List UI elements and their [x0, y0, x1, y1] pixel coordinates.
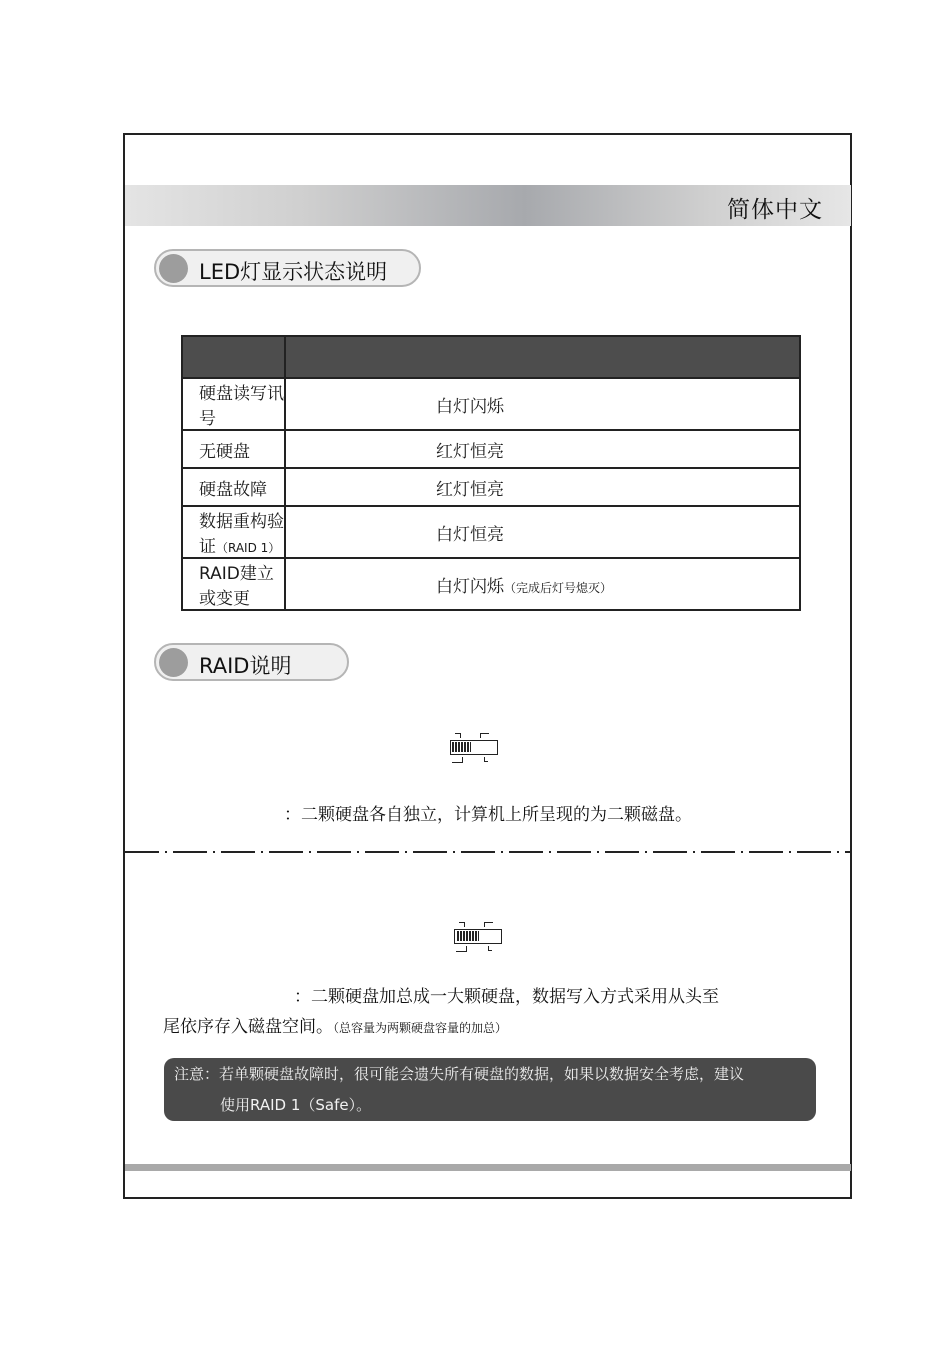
light-cell: 白灯闪烁: [436, 576, 504, 597]
table-header-cell: [182, 336, 285, 378]
bullet-dot-icon: [159, 254, 188, 283]
raid-switch-right-icon: [454, 922, 504, 954]
raid-mode2-description-line2: 尾依序存入磁盘空间。（总容量为两颗硬盘容量的加总）: [163, 1017, 508, 1037]
bullet-dot-icon: [159, 648, 188, 677]
warning-line2: 使用RAID 1（Safe）。: [220, 1096, 372, 1114]
state-cell: 硬盘故障: [199, 479, 267, 500]
bottom-rule: [125, 1164, 851, 1171]
warning-box: [164, 1058, 816, 1121]
light-cell: 红灯恒亮: [436, 441, 504, 462]
warning-line1: 注意：若单颗硬盘故障时，很可能会遗失所有硬盘的数据，如果以数据安全考虑，建议: [174, 1065, 745, 1083]
state-note: （RAID 1）: [216, 541, 281, 555]
state-cell: RAID建立或变更: [199, 564, 274, 609]
light-note: （完成后灯号熄灭）: [504, 580, 613, 595]
raid-mode1-description: ：二颗硬盘各自独立，计算机上所呈现的为二颗磁盘。: [284, 805, 692, 825]
light-cell: 白灯闪烁: [436, 396, 504, 417]
light-cell: 红灯恒亮: [436, 479, 504, 500]
light-cell: 白灯恒亮: [436, 524, 504, 545]
table-header-row: [182, 336, 800, 378]
raid-section-heading: [154, 643, 349, 681]
table-header-cell: [285, 336, 800, 378]
raid-section-title: RAID说明: [199, 654, 292, 678]
state-cell: 无硬盘: [199, 441, 250, 462]
led-status-table: [181, 335, 801, 611]
state-cell: 硬盘读写讯号: [199, 384, 284, 429]
table-row: [182, 378, 800, 430]
table-row: [182, 506, 800, 558]
table-row: [182, 558, 800, 610]
led-section-heading: [154, 249, 421, 287]
table-row: [182, 430, 800, 468]
raid-switch-left-icon: [450, 733, 500, 765]
language-banner: [125, 185, 851, 226]
section-divider: [125, 851, 851, 853]
led-section-title: LED灯显示状态说明: [199, 260, 388, 284]
language-label: 简体中文: [727, 197, 823, 223]
table-row: [182, 468, 800, 506]
state-cell: 数据重构验证: [199, 512, 284, 557]
capacity-note: （总容量为两颗硬盘容量的加总）: [333, 1021, 508, 1035]
raid-mode2-description-line1: ：二颗硬盘加总成一大颗硬盘，数据写入方式采用从头至: [294, 987, 719, 1007]
